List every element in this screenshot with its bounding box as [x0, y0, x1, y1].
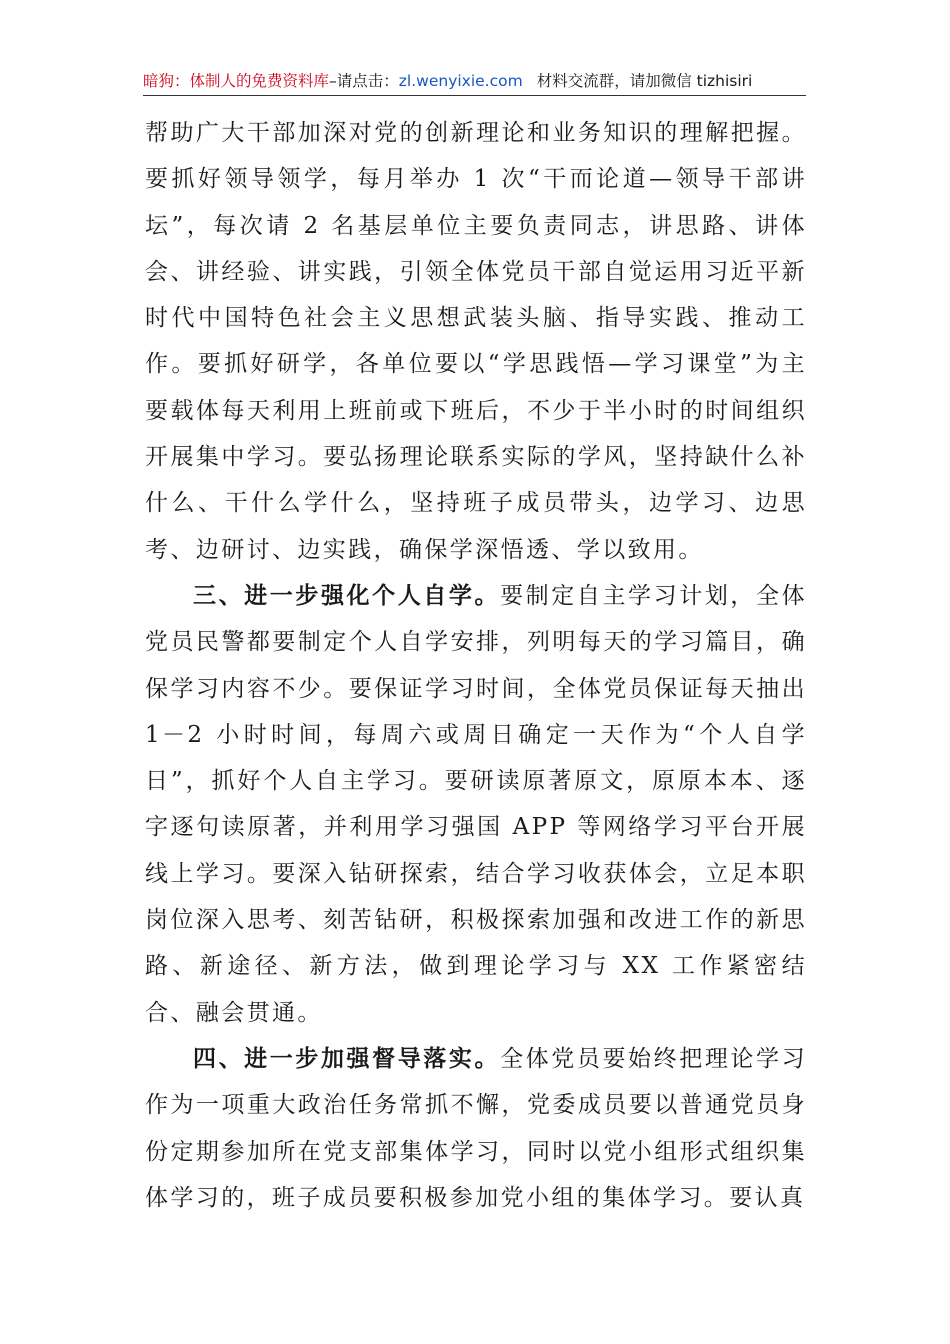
group-note: 材料交流群，请加微信 tizhisiri [536, 72, 753, 90]
site-link[interactable]: zl.wenyixie.com [398, 72, 523, 90]
paragraph-section-four [145, 1036, 807, 1221]
click-prompt: –请点击： [329, 72, 399, 90]
header-divider [143, 95, 806, 96]
paragraph-text: 要制定自主学习计划，全体党员民警都要制定个人自学安排，列明每天的学习篇目，确保学习内容不少。要保证学习时间，全体党员保证每天抽出 1－2 小时时间，每周六或周日确定一天作为“个人自学日”，抓好个人自主学习。要研读原著原文，原原本本、逐字逐句读原著，并利用学习强国 APP 等网络学习平台开展线上学习。要深入钻研探索，结合学习收获体会，立足本职岗位深入思考、刻苦钻研，积极探索加强和改进工作的新思路、新途径、新方法，做到理论学习与 XX 工作紧密结合、融会贯通。 [145, 582, 807, 1026]
paragraph-section-three [145, 573, 807, 1036]
source-label: 暗狗：体制人的免费资料库 [143, 72, 330, 90]
paragraph-text: 全体党员要始终把理论学习作为一项重大政治任务常抓不懈，党委成员要以普通党员身份定期参加所在党支部集体学习，同时以党小组形式组织集体学习的，班子成员要积极参加党小组的集体学习。要认真 [145, 1045, 807, 1211]
page-header [143, 70, 806, 96]
paragraph-text: 帮助广大干部加深对党的创新理论和业务知识的理解把握。要抓好领导领学，每月举办 1 次“干而论道—领导干部讲坛”，每次请 2 名基层单位主要负责同志，讲思路、讲体会、讲经验、讲实践，引领全体党员干部自觉运用习近平新时代中国特色社会主义思想武装头脑、指导实践、推动工作。要抓好研学，各单位要以“学思践悟—学习课堂”为主要载体每天利用上班前或下班后，不少于半小时的时间组织开展集中学习。要弘扬理论联系实际的学风，坚持缺什么补什么、干什么学什么，坚持班子成员带头，边学习、边思考、边研讨、边实践，确保学深悟透、学以致用。 [145, 120, 807, 563]
section-four-heading: 四、进一步加强督导落实。 [193, 1045, 501, 1072]
document-body [145, 110, 807, 1221]
paragraph-continuation [145, 110, 807, 573]
section-three-heading: 三、进一步强化个人自学。 [193, 582, 501, 609]
